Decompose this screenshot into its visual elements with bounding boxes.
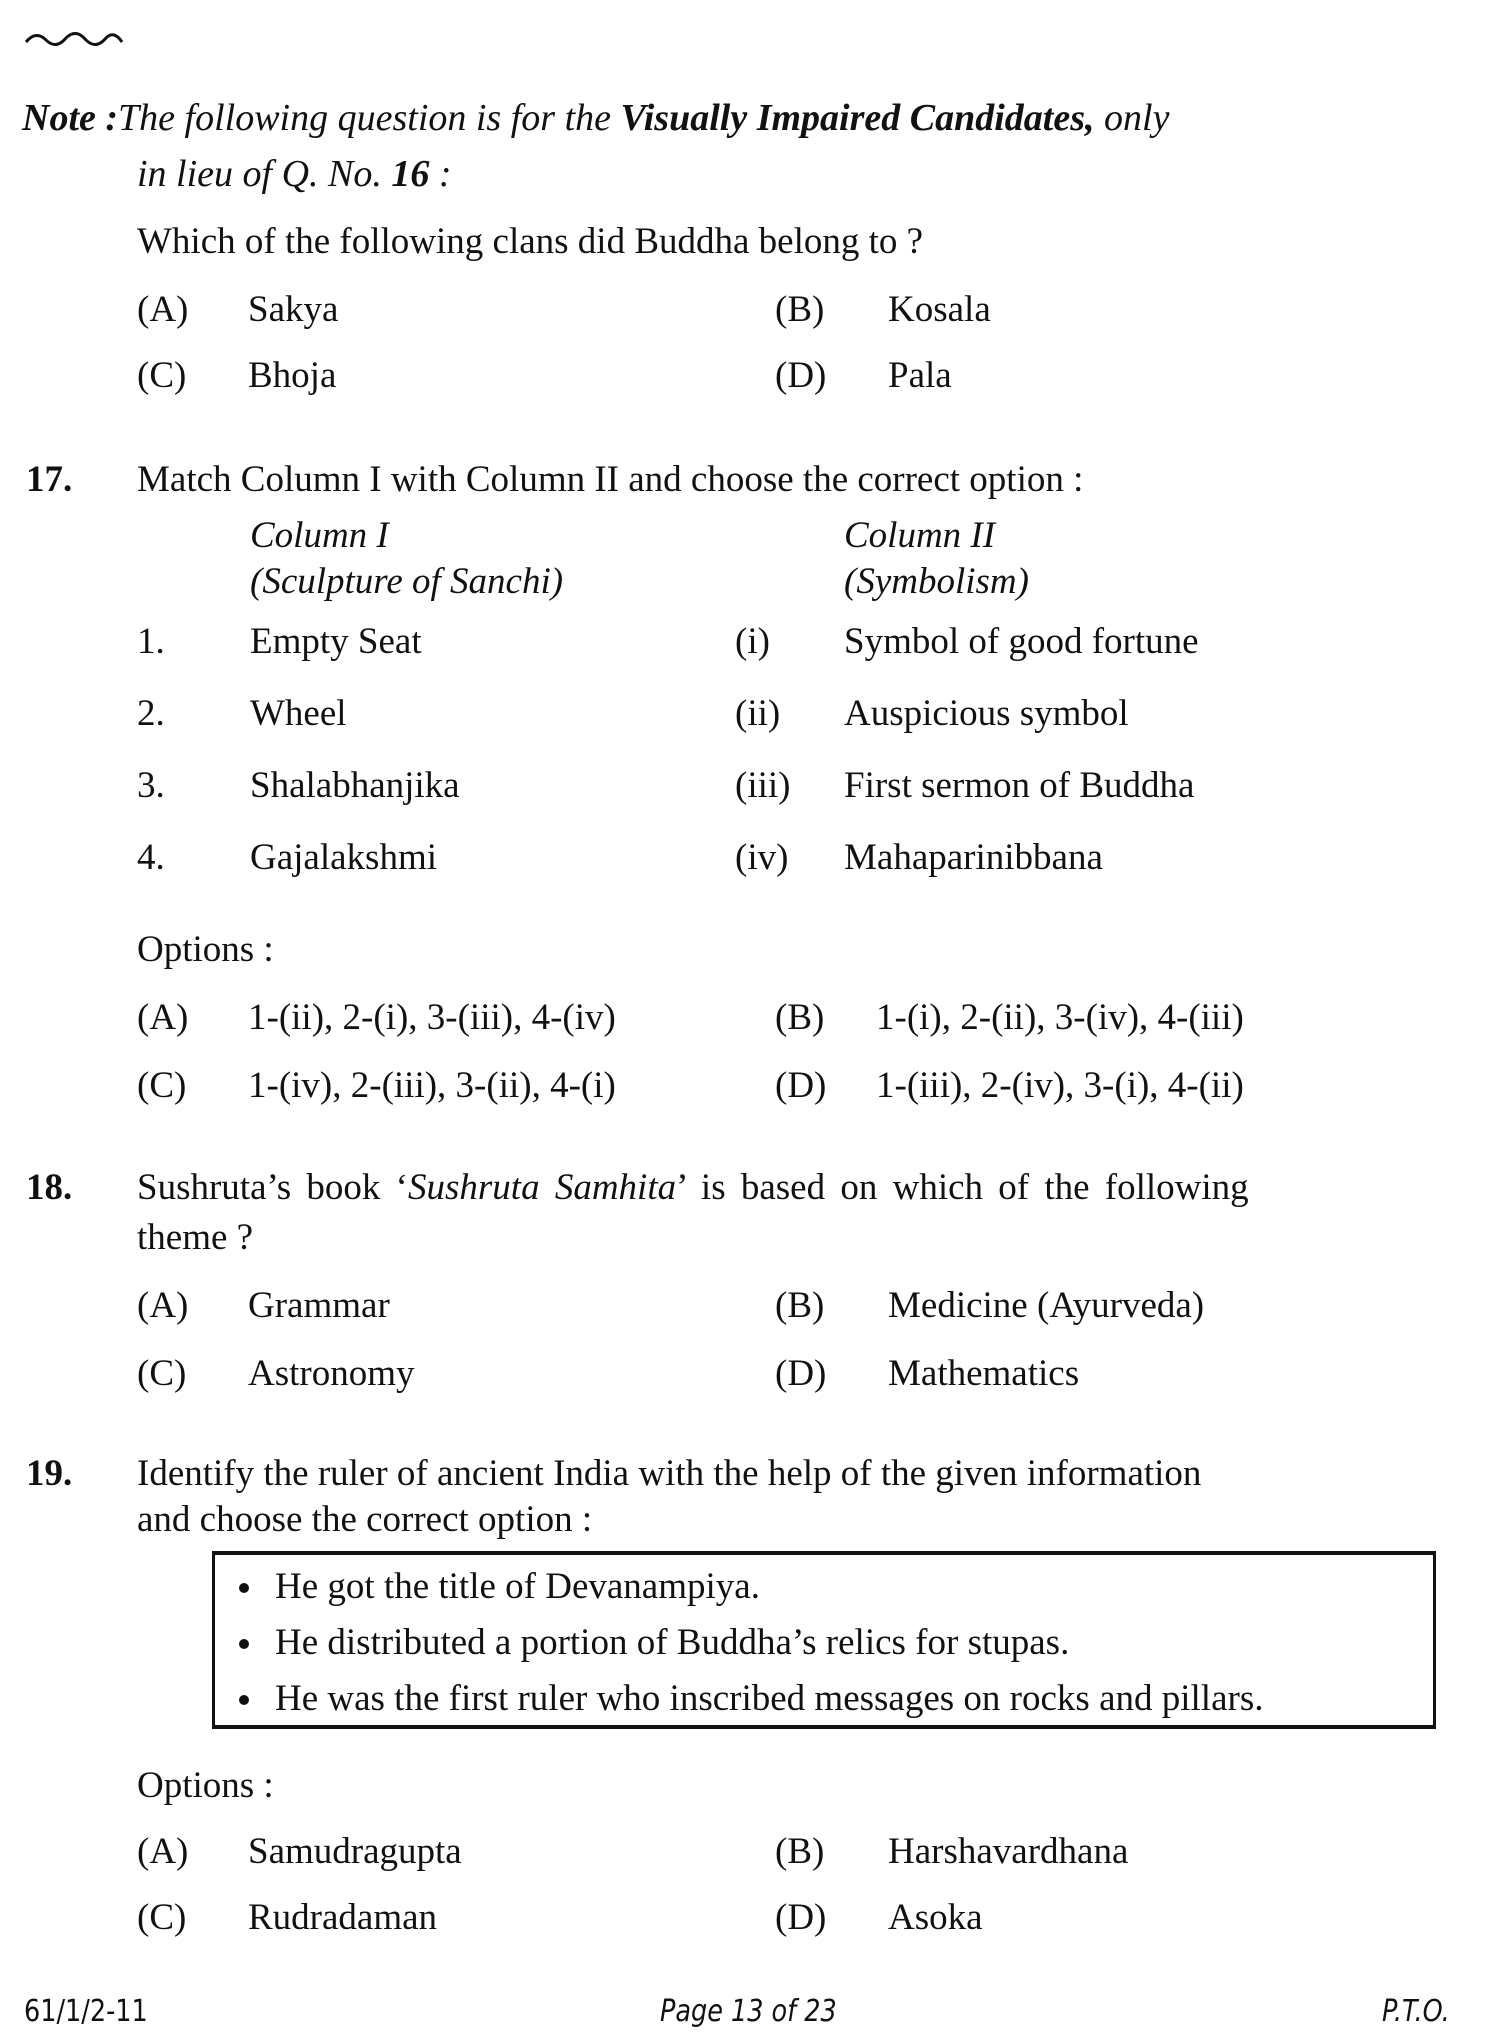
book-title: Sushruta Samhita (408, 1167, 677, 1208)
column-2-subtitle: (Symbolism) (844, 561, 1029, 602)
match-row-item: Wheel (250, 693, 347, 734)
option-label: (C) (137, 1065, 187, 1106)
option-label: (D) (775, 1065, 827, 1106)
question-text: Match Column I with Column II and choose the correct option : (137, 459, 1084, 500)
options-label: Options : (137, 1765, 274, 1806)
note-line-2 (137, 152, 452, 196)
option-text: Rudradaman (248, 1897, 438, 1938)
bullet-icon (239, 1639, 249, 1649)
clue-box (212, 1551, 1436, 1729)
option-label: (B) (775, 997, 825, 1038)
option-text: Pala (888, 355, 952, 396)
option-label: (B) (775, 289, 825, 330)
option-label: (A) (137, 289, 189, 330)
page-number: Page 13 of 23 (660, 1994, 837, 2029)
option-label: (B) (775, 1285, 825, 1326)
clue-item: He distributed a portion of Buddha’s relics for stupas. (275, 1622, 1070, 1663)
match-row-match: Symbol of good fortune (844, 621, 1199, 662)
option-text: Samudragupta (248, 1831, 462, 1872)
option-label: (A) (137, 997, 189, 1038)
option-label: (C) (137, 355, 187, 396)
options-label: Options : (137, 929, 274, 970)
match-row-roman: (iii) (735, 765, 791, 806)
question-number: 18. (26, 1167, 73, 1208)
option-label: (D) (775, 355, 827, 396)
match-row-item: Gajalakshmi (250, 837, 438, 878)
match-row-number: 1. (137, 621, 165, 662)
option-text: Sakya (248, 289, 339, 330)
column-1-subtitle: (Sculpture of Sanchi) (250, 561, 564, 602)
option-text: 1-(iii), 2-(iv), 3-(i), 4-(ii) (876, 1065, 1244, 1106)
note-label: Note : (22, 97, 119, 139)
match-row-number: 2. (137, 693, 165, 734)
note-text-after: only (1094, 97, 1170, 139)
match-row-item: Shalabhanjika (250, 765, 460, 806)
option-text: 1-(i), 2-(ii), 3-(iv), 4-(iii) (876, 997, 1244, 1038)
option-text: Asoka (888, 1897, 983, 1938)
question-text: Identify the ruler of ancient India with the help of the given information (137, 1453, 1202, 1494)
option-label: (B) (775, 1831, 825, 1872)
column-2-title: Column II (844, 515, 996, 556)
column-1-title: Column I (250, 515, 389, 556)
match-row-match: First sermon of Buddha (844, 765, 1195, 806)
match-row-number: 3. (137, 765, 165, 806)
please-turn-over: P.T.O. (1382, 1994, 1450, 2029)
question-text-line-2: and choose the correct option : (137, 1499, 593, 1540)
note-emphasis: Visually Impaired Candidates, (620, 97, 1095, 139)
note-line-1 (22, 96, 1169, 140)
question-text-after: ’ is based on which of the following (676, 1167, 1249, 1208)
match-row-roman: (i) (735, 621, 770, 662)
bullet-icon (239, 1695, 249, 1705)
clue-item: He got the title of Devanampiya. (275, 1566, 760, 1607)
option-text: 1-(ii), 2-(i), 3-(iii), 4-(iv) (248, 997, 616, 1038)
match-row-roman: (ii) (735, 693, 781, 734)
note-line2-text: in lieu of Q. No. (137, 153, 392, 195)
clue-item: He was the first ruler who inscribed messages on rocks and pillars. (275, 1678, 1264, 1719)
option-text: Medicine (Ayurveda) (888, 1285, 1205, 1326)
question-text (137, 1166, 1249, 1209)
match-row-match: Mahaparinibbana (844, 837, 1103, 878)
option-text: Harshavardhana (888, 1831, 1129, 1872)
option-label: (A) (137, 1831, 189, 1872)
option-label: (D) (775, 1353, 827, 1394)
option-label: (D) (775, 1897, 827, 1938)
option-label: (C) (137, 1897, 187, 1938)
note-text: The following question is for the (118, 97, 621, 139)
option-text: Kosala (888, 289, 991, 330)
question-number: 17. (26, 459, 73, 500)
option-text: Mathematics (888, 1353, 1080, 1394)
question-number: 19. (26, 1453, 73, 1494)
question-text-line-2: theme ? (137, 1217, 254, 1258)
match-row-item: Empty Seat (250, 621, 422, 662)
option-label: (A) (137, 1285, 189, 1326)
paper-code: 61/1/2-11 (24, 1994, 148, 2029)
option-label: (C) (137, 1353, 187, 1394)
option-text: Grammar (248, 1285, 390, 1326)
match-row-match: Auspicious symbol (844, 693, 1129, 734)
match-row-number: 4. (137, 837, 165, 878)
option-text: Bhoja (248, 355, 337, 396)
note-line2-colon: : (429, 153, 452, 195)
option-text: 1-(iv), 2-(iii), 3-(ii), 4-(i) (248, 1065, 616, 1106)
match-row-roman: (iv) (735, 837, 789, 878)
note-question-ref: 16 (391, 153, 430, 195)
wave-mark-icon (24, 28, 124, 50)
question-text-before: Sushruta’s book ‘ (137, 1167, 408, 1208)
note-question: Which of the following clans did Buddha belong to ? (137, 221, 924, 262)
option-text: Astronomy (248, 1353, 415, 1394)
bullet-icon (239, 1583, 249, 1593)
